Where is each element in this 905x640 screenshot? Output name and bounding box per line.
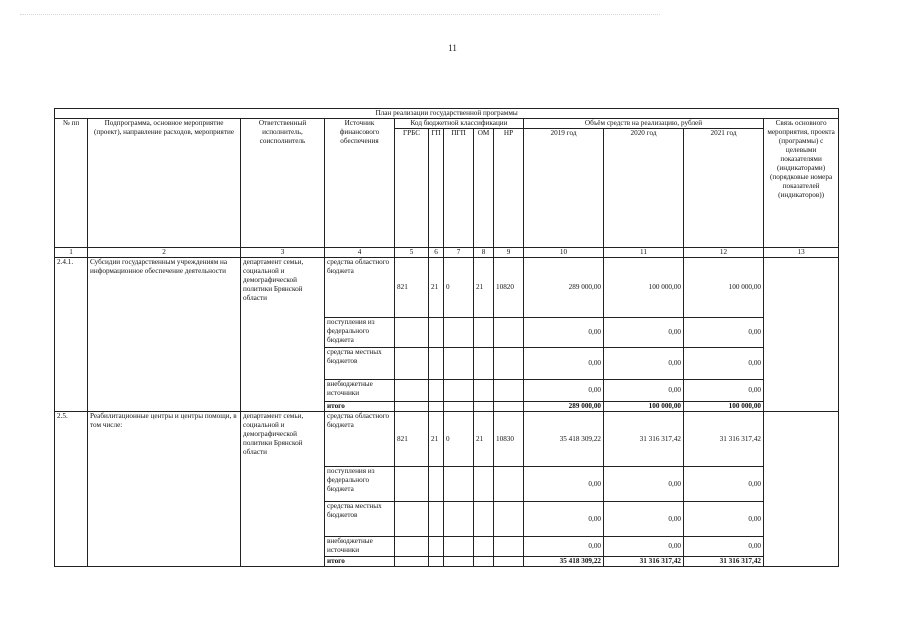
code-grbs (395, 502, 429, 537)
amount-y2019: 0,00 (524, 502, 604, 537)
code-grbs: 821 (395, 258, 429, 318)
code-pgp (444, 380, 474, 402)
column-number: 2 (88, 248, 241, 258)
header-budget-code: Код бюджетной классификации (395, 119, 524, 129)
funding-source: внебюджетные источники (325, 537, 395, 557)
code-pgp (444, 467, 474, 502)
code-grbs: 821 (395, 412, 429, 467)
amount-y2019: 289 000,00 (524, 258, 604, 318)
funding-source: средства местных бюджетов (325, 502, 395, 537)
amount-y2021: 0,00 (684, 348, 764, 380)
column-number: 3 (241, 248, 325, 258)
header-volume: Объём средств на реализацию, рублей (524, 119, 764, 129)
code-om (474, 467, 494, 502)
amount-y2020: 100 000,00 (604, 258, 684, 318)
column-number: 9 (494, 248, 524, 258)
amount-y2019: 0,00 (524, 380, 604, 402)
amount-y2021: 0,00 (684, 467, 764, 502)
executor: департамент семьи, социальной и демографической политики Брянской области (241, 412, 325, 567)
amount-y2020: 0,00 (604, 348, 684, 380)
column-number: 6 (429, 248, 444, 258)
code-gp (429, 537, 444, 557)
funding-source: средства областного бюджета (325, 258, 395, 318)
code-grbs (395, 557, 429, 567)
header-gp: ГП (429, 129, 444, 248)
code-nr (494, 557, 524, 567)
code-gp (429, 502, 444, 537)
funding-source: поступления из федерального бюджета (325, 318, 395, 348)
code-pgp (444, 557, 474, 567)
header-num: № пп (55, 119, 88, 248)
funding-source: итого (325, 557, 395, 567)
code-nr (494, 348, 524, 380)
table-row (55, 412, 839, 467)
code-gp (429, 402, 444, 412)
scan-artifact-line (20, 14, 660, 21)
header-pgp: ПГП (444, 129, 474, 248)
code-gp: 21 (429, 258, 444, 318)
column-number: 10 (524, 248, 604, 258)
code-grbs (395, 467, 429, 502)
amount-y2019: 289 000,00 (524, 402, 604, 412)
code-nr: 10820 (494, 258, 524, 318)
amount-y2020: 0,00 (604, 537, 684, 557)
code-grbs (395, 318, 429, 348)
code-nr (494, 467, 524, 502)
code-grbs (395, 402, 429, 412)
header-2019: 2019 год (524, 129, 604, 248)
code-grbs (395, 348, 429, 380)
code-grbs (395, 380, 429, 402)
column-number-row (55, 248, 839, 258)
header-grbs: ГРБС (395, 129, 429, 248)
amount-y2021: 100 000,00 (684, 402, 764, 412)
code-pgp (444, 537, 474, 557)
funding-source: средства областного бюджета (325, 412, 395, 467)
code-grbs (395, 537, 429, 557)
amount-y2020: 0,00 (604, 318, 684, 348)
executor: департамент семьи, социальной и демографической политики Брянской области (241, 258, 325, 412)
code-gp (429, 467, 444, 502)
measure-name: Субсидии государственным учреждениям на информационное обеспечение деятельности (88, 258, 241, 412)
row-number: 2.4.1. (55, 258, 88, 412)
header-nr: НР (494, 129, 524, 248)
header-2020: 2020 год (604, 129, 684, 248)
amount-y2020: 31 316 317,42 (604, 557, 684, 567)
code-gp (429, 318, 444, 348)
amount-y2019: 35 418 309,22 (524, 557, 604, 567)
plan-table-container (54, 108, 838, 567)
code-nr (494, 402, 524, 412)
amount-y2021: 0,00 (684, 502, 764, 537)
amount-y2021: 31 316 317,42 (684, 557, 764, 567)
code-pgp (444, 318, 474, 348)
row-number: 2.5. (55, 412, 88, 567)
code-om: 21 (474, 412, 494, 467)
code-om (474, 380, 494, 402)
funding-source: итого (325, 402, 395, 412)
header-om: ОМ (474, 129, 494, 248)
code-gp (429, 348, 444, 380)
column-number: 8 (474, 248, 494, 258)
code-gp (429, 557, 444, 567)
code-pgp (444, 348, 474, 380)
amount-y2021: 0,00 (684, 537, 764, 557)
header-link: Связь основного мероприятия, проекта (программы) с целевыми показателями (индикаторами) (порядковые номера показателей (индикаторов)) (764, 119, 839, 248)
header-2021: 2021 год (684, 129, 764, 248)
code-gp (429, 380, 444, 402)
funding-source: поступления из федерального бюджета (325, 467, 395, 502)
amount-y2019: 0,00 (524, 348, 604, 380)
code-nr (494, 318, 524, 348)
code-om (474, 537, 494, 557)
code-om (474, 502, 494, 537)
table-row (55, 258, 839, 318)
code-om (474, 402, 494, 412)
amount-y2020: 31 316 317,42 (604, 412, 684, 467)
column-number: 5 (395, 248, 429, 258)
amount-y2020: 0,00 (604, 502, 684, 537)
code-pgp: 0 (444, 258, 474, 318)
indicator-link (764, 258, 839, 412)
column-number: 12 (684, 248, 764, 258)
code-pgp: 0 (444, 412, 474, 467)
column-number: 11 (604, 248, 684, 258)
page-number: 11 (448, 43, 457, 53)
code-om (474, 557, 494, 567)
amount-y2019: 0,00 (524, 537, 604, 557)
code-pgp (444, 502, 474, 537)
amount-y2020: 0,00 (604, 467, 684, 502)
header-executor: Ответственный исполнитель, соисполнитель (241, 119, 325, 248)
column-number: 7 (444, 248, 474, 258)
amount-y2019: 0,00 (524, 318, 604, 348)
amount-y2021: 0,00 (684, 380, 764, 402)
amount-y2019: 35 418 309,22 (524, 412, 604, 467)
amount-y2021: 100 000,00 (684, 258, 764, 318)
code-om (474, 348, 494, 380)
column-number: 13 (764, 248, 839, 258)
funding-source: внебюджетные источники (325, 380, 395, 402)
amount-y2020: 0,00 (604, 380, 684, 402)
column-number: 1 (55, 248, 88, 258)
table-title: План реализации государственной программы (55, 109, 839, 119)
code-pgp (444, 402, 474, 412)
code-nr (494, 380, 524, 402)
code-nr (494, 502, 524, 537)
code-nr: 10830 (494, 412, 524, 467)
code-om: 21 (474, 258, 494, 318)
amount-y2020: 100 000,00 (604, 402, 684, 412)
header-subprogram: Подпрограмма, основное мероприятие (проект), направление расходов, мероприятие (88, 119, 241, 248)
measure-name: Реабилитационные центры и центры помощи, в том числе: (88, 412, 241, 567)
amount-y2021: 31 316 317,42 (684, 412, 764, 467)
code-gp: 21 (429, 412, 444, 467)
code-om (474, 318, 494, 348)
plan-table (54, 108, 839, 567)
header-source: Источник финансового обеспечения (325, 119, 395, 248)
column-number: 4 (325, 248, 395, 258)
code-nr (494, 537, 524, 557)
amount-y2019: 0,00 (524, 467, 604, 502)
indicator-link (764, 412, 839, 567)
funding-source: средства местных бюджетов (325, 348, 395, 380)
amount-y2021: 0,00 (684, 318, 764, 348)
